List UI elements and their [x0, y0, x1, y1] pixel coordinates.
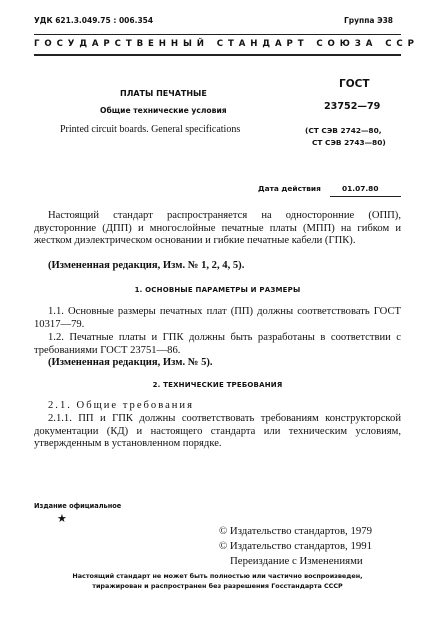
star-mark: ★	[57, 512, 67, 525]
section-2-heading: 2. ТЕХНИЧЕСКИЕ ТРЕБОВАНИЯ	[152, 381, 283, 389]
section-1-paragraph-1: 1.1. Основные размеры печатных плат (ПП) должны соответствовать ГОСТ 10317—79.	[34, 306, 401, 330]
udk-code: УДК 621.3.049.75 : 006.354	[34, 16, 154, 25]
section-2-subheading: 2.1. Общие требования	[48, 400, 194, 411]
document-title-english: Printed circuit boards. General specifications	[60, 124, 241, 135]
st-sev-reference-1: (СТ СЭВ 2742—80,	[305, 126, 382, 135]
copyright-1979: © Издательство стандартов, 1979	[219, 525, 373, 537]
copyright-1991: © Издательство стандартов, 1991	[219, 540, 373, 552]
effective-date-value: 01.07.80	[342, 184, 379, 193]
st-sev-reference-2: СТ СЭВ 2743—80)	[312, 138, 386, 147]
reissue-note: Переиздание с Изменениями	[230, 555, 363, 567]
reproduction-notice-line-1: Настоящий стандарт не может быть полностью или частично воспроизведен,	[72, 572, 363, 580]
effective-date-label: Дата действия	[258, 184, 321, 193]
gost-label: ГОСТ	[339, 78, 370, 90]
document-subtitle: Общие технические условия	[100, 106, 227, 115]
gost-number: 23752—79	[324, 101, 381, 112]
intro-paragraph: Настоящий стандарт распространяется на односторонние (ОПП), двусторонние (ДПП) и многослойные печатные платы (МПП) на гибком и жестком диэлектрическом основании и гибкие печатные кабели (ГПК).	[34, 210, 401, 247]
section-1-heading: 1. ОСНОВНЫЕ ПАРАМЕТРЫ И РАЗМЕРЫ	[134, 286, 301, 294]
standard-banner: ГОСУДАРСТВЕННЫЙ СТАНДАРТ СОЮЗА ССР	[34, 39, 419, 49]
document-title: ПЛАТЫ ПЕЧАТНЫЕ	[120, 89, 207, 98]
header-rule-bottom	[34, 54, 401, 56]
intro-edit-note: (Измененная редакция, Изм. № 1, 2, 4, 5).	[48, 260, 245, 271]
section-1-paragraph-2: 1.2. Печатные платы и ГПК должны быть разработаны в соответствии с требованиями ГОСТ 23751—86.	[34, 332, 401, 356]
header-rule-top	[34, 34, 401, 35]
section-1-edit-note: (Измененная редакция, Изм. № 5).	[48, 357, 213, 368]
official-edition-label: Издание официальное	[34, 502, 122, 510]
reproduction-notice-line-2: тиражирован и распространен без разрешения Госстандарта СССР	[92, 582, 343, 590]
section-2-paragraph-1: 2.1.1. ПП и ГПК должны соответствовать требованиям конструкторской документации (КД) и настоящего стандарта или техническим условиям, утвержденным в установленном порядке.	[34, 413, 401, 450]
effective-date-underline	[330, 196, 401, 197]
group-code: Группа Э38	[344, 16, 394, 25]
